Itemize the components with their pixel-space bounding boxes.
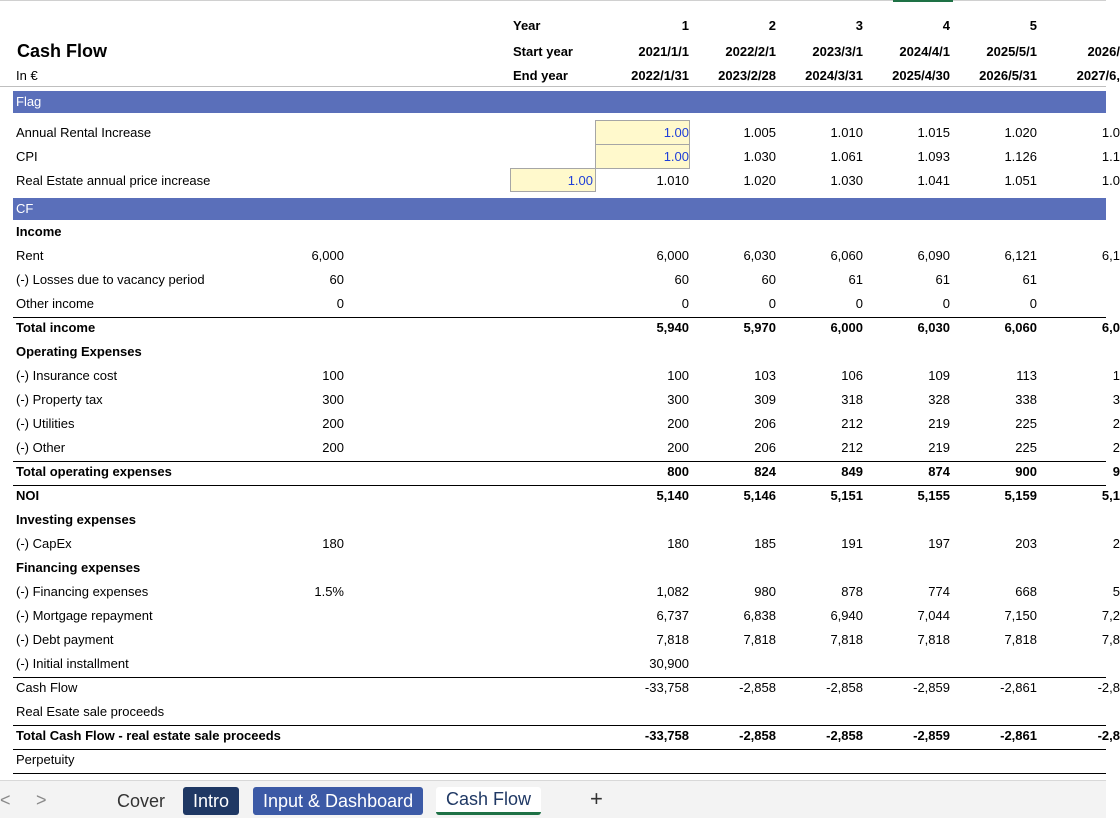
value-cell[interactable]: 1.041 bbox=[917, 173, 950, 188]
value-cell[interactable]: -2,858 bbox=[826, 728, 863, 743]
value-cell[interactable]: 180 bbox=[667, 536, 689, 551]
value-cell[interactable]: 874 bbox=[928, 464, 950, 479]
value-cell[interactable]: -2,861 bbox=[1000, 728, 1037, 743]
year-end-cell[interactable]: 2026/5/31 bbox=[979, 68, 1037, 83]
value-cell[interactable]: 1 bbox=[1112, 368, 1120, 383]
value-cell[interactable]: 774 bbox=[928, 584, 950, 599]
value-cell[interactable]: -2,858 bbox=[739, 728, 776, 743]
value-cell[interactable]: 219 bbox=[928, 416, 950, 431]
value-cell[interactable]: 1.010 bbox=[656, 173, 689, 188]
value-cell[interactable]: 30,900 bbox=[649, 656, 689, 671]
value-cell[interactable]: 6,737 bbox=[656, 608, 689, 623]
next-sheet-button[interactable]: > bbox=[36, 790, 47, 810]
year-start-cell[interactable]: 2024/4/1 bbox=[899, 44, 950, 59]
value-cell[interactable]: 203 bbox=[1015, 536, 1037, 551]
value-cell[interactable]: -2,861 bbox=[1000, 680, 1037, 695]
value-cell[interactable]: 878 bbox=[841, 584, 863, 599]
value-cell[interactable]: 7,2 bbox=[1101, 608, 1120, 623]
sheet-tab-bar bbox=[0, 780, 1106, 818]
value-cell[interactable]: 109 bbox=[928, 368, 950, 383]
value-cell[interactable]: 6,1 bbox=[1101, 248, 1120, 263]
value-cell[interactable]: 328 bbox=[928, 392, 950, 407]
row-label: NOI bbox=[16, 488, 40, 503]
year-start-cell[interactable]: 2021/1/1 bbox=[638, 44, 689, 59]
year-year-cell[interactable]: 4 bbox=[942, 18, 950, 33]
value-cell[interactable]: 212 bbox=[841, 440, 863, 455]
base-value-cell[interactable]: 1.00 bbox=[567, 173, 593, 188]
input-value-cell[interactable]: 100 bbox=[322, 368, 344, 383]
row-border bbox=[13, 461, 1106, 462]
value-cell[interactable]: 5,140 bbox=[656, 488, 689, 503]
currency-note: In € bbox=[16, 68, 38, 83]
row-label: (-) Property tax bbox=[16, 392, 103, 407]
prev-sheet-button[interactable]: < bbox=[0, 790, 11, 810]
value-cell[interactable]: 103 bbox=[754, 368, 776, 383]
value-cell[interactable]: 225 bbox=[1015, 416, 1037, 431]
row-label: Financing expenses bbox=[16, 560, 141, 575]
value-cell[interactable]: 6,0 bbox=[1101, 320, 1120, 335]
value-cell[interactable]: 5,1 bbox=[1101, 488, 1120, 503]
value-cell[interactable]: 5,151 bbox=[830, 488, 863, 503]
value-cell[interactable]: -2,8 bbox=[1097, 728, 1120, 743]
row-label: (-) Other bbox=[16, 440, 66, 455]
value-cell[interactable]: 1.126 bbox=[1004, 149, 1037, 164]
value-cell[interactable]: 113 bbox=[1016, 368, 1037, 383]
row-label: Investing expenses bbox=[16, 512, 136, 527]
row-label: Rent bbox=[16, 248, 44, 263]
value-cell[interactable]: 3 bbox=[1112, 392, 1120, 407]
value-cell[interactable]: 5,159 bbox=[1004, 488, 1037, 503]
value-cell[interactable]: 225 bbox=[1015, 440, 1037, 455]
row-label: (-) Insurance cost bbox=[16, 368, 118, 383]
value-cell[interactable]: -2,858 bbox=[826, 680, 863, 695]
value-cell[interactable]: 6,060 bbox=[1004, 320, 1037, 335]
value-cell[interactable]: 1,082 bbox=[656, 584, 689, 599]
value-cell[interactable]: 7,818 bbox=[1004, 632, 1037, 647]
value-cell[interactable]: 300 bbox=[667, 392, 689, 407]
value-cell[interactable]: 1.061 bbox=[830, 149, 863, 164]
value-cell[interactable]: 6,000 bbox=[830, 320, 863, 335]
row-border bbox=[13, 725, 1106, 726]
value-cell[interactable]: 7,818 bbox=[743, 632, 776, 647]
value-cell[interactable]: 7,818 bbox=[830, 632, 863, 647]
value-cell[interactable]: 5,146 bbox=[743, 488, 776, 503]
value-cell[interactable]: 7,818 bbox=[917, 632, 950, 647]
value-cell[interactable]: 6,838 bbox=[743, 608, 776, 623]
value-cell[interactable]: 318 bbox=[841, 392, 863, 407]
value-cell[interactable]: 6,121 bbox=[1004, 248, 1037, 263]
value-cell[interactable]: 61 bbox=[1022, 272, 1037, 287]
value-cell[interactable]: 200 bbox=[667, 440, 689, 455]
value-cell[interactable]: 338 bbox=[1015, 392, 1037, 407]
year-start-cell[interactable]: 2025/5/1 bbox=[986, 44, 1037, 59]
add-sheet-button[interactable]: + bbox=[590, 786, 603, 811]
value-cell[interactable]: 5,940 bbox=[656, 320, 689, 335]
year-end-cell[interactable]: 2023/2/28 bbox=[718, 68, 776, 83]
year-start-cell[interactable]: 2022/2/1 bbox=[725, 44, 776, 59]
value-cell[interactable]: 1.020 bbox=[743, 173, 776, 188]
value-cell[interactable]: 106 bbox=[841, 368, 863, 383]
row-label: Operating Expenses bbox=[16, 344, 142, 359]
value-cell[interactable]: 1.00 bbox=[663, 125, 689, 140]
row-label: (-) Losses due to vacancy period bbox=[16, 272, 205, 287]
value-cell[interactable]: 61 bbox=[848, 272, 863, 287]
row-label: (-) Utilities bbox=[16, 416, 75, 431]
input-value-cell[interactable]: 1.5% bbox=[314, 584, 344, 599]
flag-band bbox=[13, 91, 1106, 113]
value-cell[interactable]: 2 bbox=[1112, 440, 1120, 455]
value-cell[interactable]: 1.030 bbox=[830, 173, 863, 188]
input-value-cell[interactable]: 6,000 bbox=[311, 248, 344, 263]
year-year-cell[interactable]: 2 bbox=[768, 18, 776, 33]
value-cell[interactable]: 197 bbox=[928, 536, 950, 551]
row-border bbox=[13, 317, 1106, 318]
row-label: (-) Initial installment bbox=[16, 656, 129, 671]
input-value-cell[interactable]: 300 bbox=[322, 392, 344, 407]
value-cell[interactable]: 191 bbox=[841, 536, 863, 551]
value-cell[interactable]: 2 bbox=[1112, 416, 1120, 431]
sheet-tab-cash-flow[interactable]: Cash Flow bbox=[436, 787, 541, 815]
year-end-cell[interactable]: 2024/3/31 bbox=[805, 68, 863, 83]
row-label: (-) Financing expenses bbox=[16, 584, 149, 599]
year-year-cell[interactable]: 1 bbox=[681, 18, 689, 33]
value-cell[interactable]: 0 bbox=[768, 296, 776, 311]
row-label: Total Cash Flow - real estate sale proceeds bbox=[16, 728, 281, 743]
value-cell[interactable]: -2,859 bbox=[913, 680, 950, 695]
input-value-cell[interactable]: 60 bbox=[329, 272, 344, 287]
value-cell[interactable]: 800 bbox=[667, 464, 689, 479]
sheet-tab-input-dashboard[interactable]: Input & Dashboard bbox=[253, 787, 423, 815]
value-cell[interactable]: 5,155 bbox=[917, 488, 950, 503]
row-label: (-) Debt payment bbox=[16, 632, 114, 647]
cf-band-title: CF bbox=[16, 201, 34, 216]
value-cell[interactable]: 1.005 bbox=[743, 125, 776, 140]
value-cell[interactable]: 1.010 bbox=[830, 125, 863, 140]
row-label: Real Estate annual price increase bbox=[16, 173, 211, 188]
row-label: (-) CapEx bbox=[16, 536, 72, 551]
value-cell[interactable]: -2,859 bbox=[913, 728, 950, 743]
value-cell[interactable]: -2,858 bbox=[739, 680, 776, 695]
value-cell[interactable]: 0 bbox=[855, 296, 863, 311]
row-label: CPI bbox=[16, 149, 38, 164]
value-cell[interactable]: 200 bbox=[667, 416, 689, 431]
header-label: Start year bbox=[513, 44, 573, 59]
sheet-tab-cover[interactable]: Cover bbox=[117, 791, 166, 811]
row-label: Income bbox=[16, 224, 62, 239]
year-end-cell[interactable]: 2025/4/30 bbox=[892, 68, 950, 83]
input-value-cell[interactable]: 200 bbox=[322, 440, 344, 455]
value-cell[interactable]: 980 bbox=[754, 584, 776, 599]
value-cell[interactable]: 0 bbox=[1029, 296, 1037, 311]
header-divider bbox=[0, 86, 1106, 87]
value-cell[interactable]: 61 bbox=[935, 272, 950, 287]
value-cell[interactable]: 2 bbox=[1112, 536, 1120, 551]
value-cell[interactable]: 6,000 bbox=[656, 248, 689, 263]
row-label: Real Esate sale proceeds bbox=[16, 704, 165, 719]
value-cell[interactable]: 212 bbox=[841, 416, 863, 431]
value-cell[interactable]: 0 bbox=[681, 296, 689, 311]
header-label: Year bbox=[513, 18, 541, 33]
sheet-tab-intro[interactable]: Intro bbox=[183, 787, 239, 815]
value-cell[interactable]: 309 bbox=[754, 392, 776, 407]
value-cell[interactable]: 185 bbox=[754, 536, 776, 551]
value-cell[interactable]: 7,8 bbox=[1101, 632, 1120, 647]
year-year-cell[interactable]: 3 bbox=[855, 18, 863, 33]
value-cell[interactable]: 1.00 bbox=[663, 149, 689, 164]
input-value-cell[interactable]: 0 bbox=[336, 296, 344, 311]
cf-band bbox=[13, 198, 1106, 220]
value-cell[interactable]: 6,030 bbox=[917, 320, 950, 335]
row-label: Other income bbox=[16, 296, 95, 311]
value-cell[interactable]: 1.051 bbox=[1004, 173, 1037, 188]
row-label: (-) Mortgage repayment bbox=[16, 608, 153, 623]
value-cell[interactable]: -33,758 bbox=[644, 680, 689, 695]
value-cell[interactable]: 6,090 bbox=[917, 248, 950, 263]
value-cell[interactable]: 900 bbox=[1015, 464, 1037, 479]
value-cell[interactable]: 219 bbox=[928, 440, 950, 455]
value-cell[interactable]: 6,940 bbox=[830, 608, 863, 623]
value-cell[interactable]: 206 bbox=[754, 440, 776, 455]
row-border bbox=[13, 749, 1106, 750]
year-start-cell[interactable]: 2023/3/1 bbox=[812, 44, 863, 59]
input-value-cell[interactable]: 180 bbox=[322, 536, 344, 551]
value-cell[interactable]: 60 bbox=[761, 272, 776, 287]
sheet-title: Cash Flow bbox=[17, 41, 108, 61]
value-cell[interactable]: 1.0 bbox=[1101, 173, 1120, 188]
value-cell[interactable]: 7,818 bbox=[656, 632, 689, 647]
value-cell[interactable]: 9 bbox=[1112, 464, 1120, 479]
value-cell[interactable]: 206 bbox=[754, 416, 776, 431]
value-cell[interactable]: 1.0 bbox=[1101, 125, 1120, 140]
row-label: Perpetuity bbox=[16, 752, 75, 767]
header-label: End year bbox=[513, 68, 568, 83]
value-cell[interactable]: 1.015 bbox=[917, 125, 950, 140]
value-cell[interactable]: 0 bbox=[942, 296, 950, 311]
input-value-cell[interactable]: 200 bbox=[322, 416, 344, 431]
selected-column-marker bbox=[893, 0, 953, 2]
value-cell[interactable]: -2,8 bbox=[1097, 680, 1120, 695]
value-cell[interactable]: 6,060 bbox=[830, 248, 863, 263]
value-cell[interactable]: 5 bbox=[1112, 584, 1120, 599]
value-cell[interactable]: -33,758 bbox=[644, 728, 689, 743]
year-year-cell[interactable]: 5 bbox=[1029, 18, 1037, 33]
value-cell[interactable]: 60 bbox=[674, 272, 689, 287]
value-cell[interactable]: 5,970 bbox=[743, 320, 776, 335]
value-cell[interactable]: 6,030 bbox=[743, 248, 776, 263]
row-border bbox=[13, 677, 1106, 678]
value-cell[interactable]: 1.020 bbox=[1004, 125, 1037, 140]
row-label: Total operating expenses bbox=[16, 464, 172, 479]
year-end-cell[interactable]: 2027/6, bbox=[1076, 68, 1120, 83]
flag-band-title: Flag bbox=[16, 94, 42, 109]
row-label: Annual Rental Increase bbox=[16, 125, 152, 140]
value-cell[interactable]: 100 bbox=[667, 368, 689, 383]
row-border bbox=[13, 485, 1106, 486]
row-label: Total income bbox=[16, 320, 96, 335]
value-cell[interactable]: 7,150 bbox=[1004, 608, 1037, 623]
value-cell[interactable]: 7,044 bbox=[917, 608, 950, 623]
value-cell[interactable]: 1.030 bbox=[743, 149, 776, 164]
year-end-cell[interactable]: 2022/1/31 bbox=[631, 68, 689, 83]
value-cell[interactable]: 1.1 bbox=[1101, 149, 1120, 164]
value-cell[interactable]: 668 bbox=[1015, 584, 1037, 599]
value-cell[interactable]: 824 bbox=[754, 464, 776, 479]
year-start-cell[interactable]: 2026/ bbox=[1087, 44, 1120, 59]
row-border bbox=[13, 773, 1106, 774]
row-label: Cash Flow bbox=[16, 680, 78, 695]
value-cell[interactable]: 849 bbox=[841, 464, 863, 479]
value-cell[interactable]: 1.093 bbox=[917, 149, 950, 164]
